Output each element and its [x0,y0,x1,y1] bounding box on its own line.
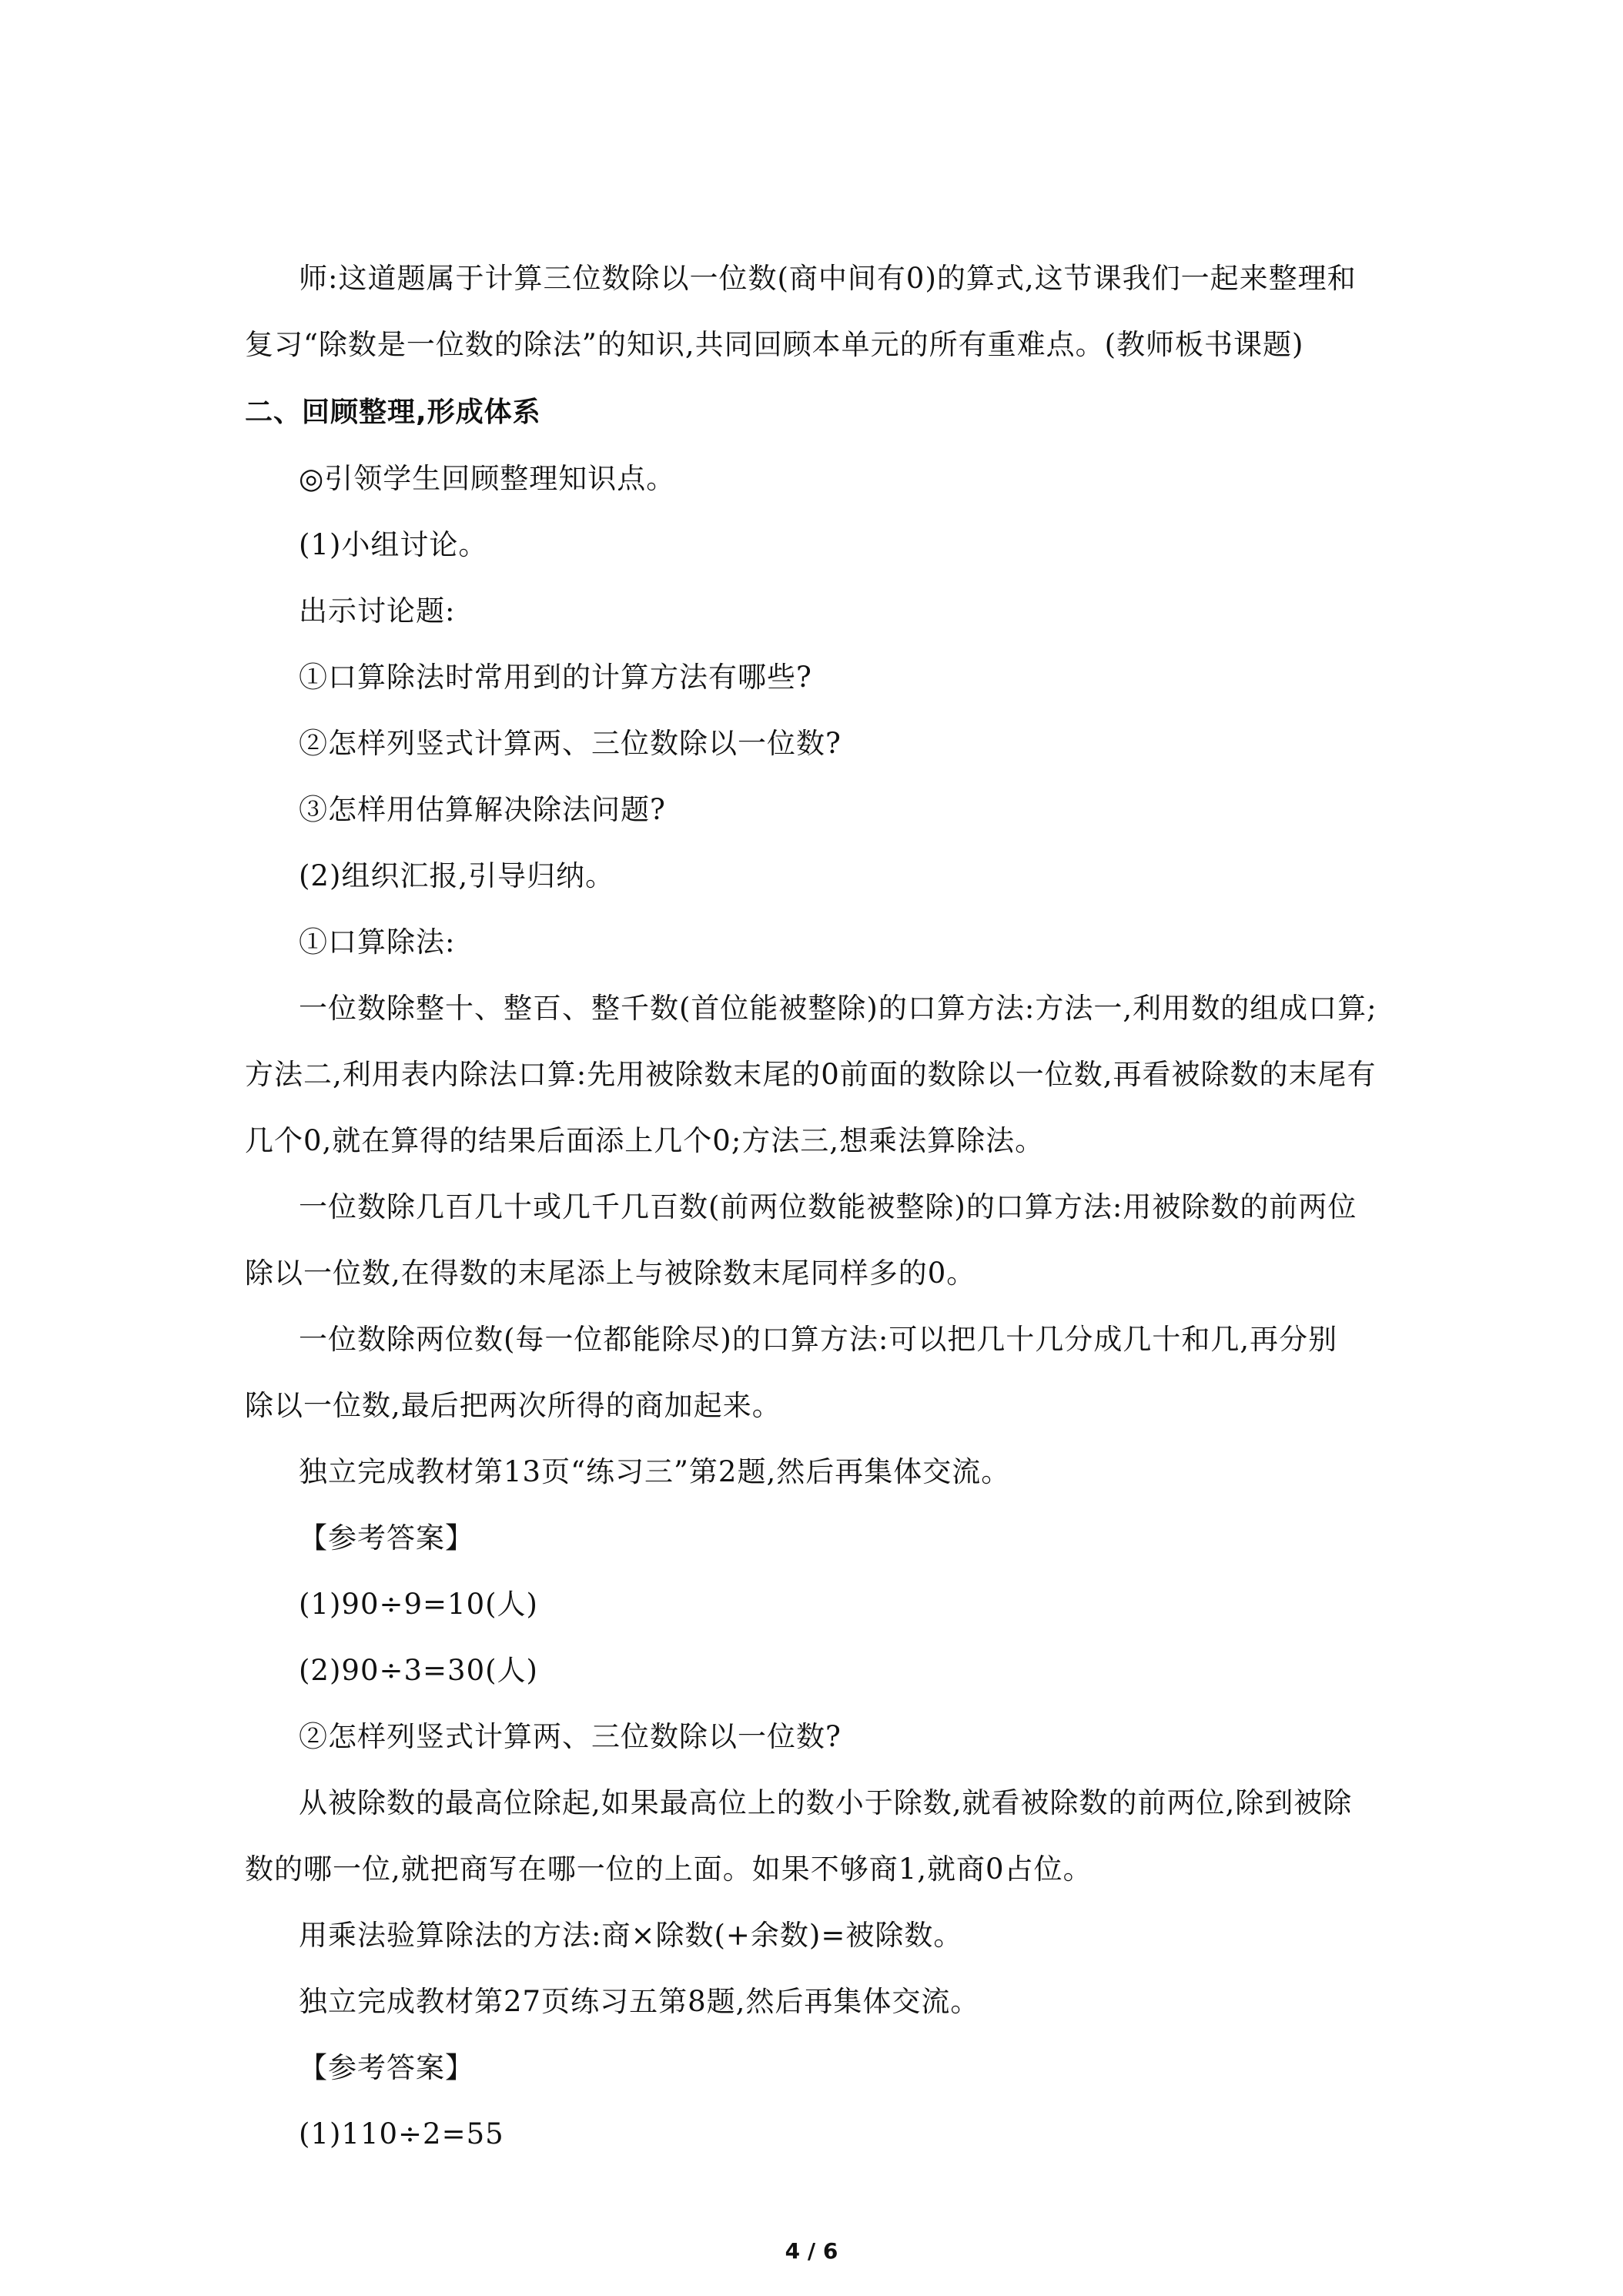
paragraph-line: ①口算除法时常用到的计算方法有哪些? [299,661,812,694]
paragraph-line: (2)组织汇报,引导归纳。 [299,859,615,892]
paragraph-line: 出示讨论题: [299,594,456,628]
paragraph-line: ②怎样列竖式计算两、三位数除以一位数? [299,1720,842,1753]
paragraph-line: 除以一位数,在得数的末尾添上与被除数末尾同样多的0。 [245,1257,976,1290]
paragraph-line: 除以一位数,最后把两次所得的商加起来。 [245,1389,781,1422]
paragraph-line: 独立完成教材第27页练习五第8题,然后再集体交流。 [299,1985,980,2018]
paragraph-line: (1)90÷9=10(人) [299,1588,538,1621]
page-number: 4 / 6 [785,2238,838,2264]
paragraph-line: 【参考答案】 [299,2051,474,2084]
paragraph-line: 数的哪一位,就把商写在哪一位的上面。如果不够商1,就商0占位。 [245,1853,1093,1886]
paragraph-line: 从被除数的最高位除起,如果最高位上的数小于除数,就看被除数的前两位,除到被除 [299,1786,1353,1819]
section-heading: 二、回顾整理,形成体系 [245,397,541,428]
paragraph-line: 一位数除整十、整百、整千数(首位能被整除)的口算方法:方法一,利用数的组成口算; [299,992,1377,1025]
paragraph-line: ③怎样用估算解决除法问题? [299,793,666,826]
paragraph-line: 一位数除两位数(每一位都能除尽)的口算方法:可以把几十几分成几十和几,再分别 [299,1323,1338,1356]
paragraph-line: 【参考答案】 [299,1521,474,1555]
paragraph-line: ②怎样列竖式计算两、三位数除以一位数? [299,727,842,760]
paragraph-line: 几个0,就在算得的结果后面添上几个0;方法三,想乘法算除法。 [245,1124,1045,1157]
paragraph-line: ◎引领学生回顾整理知识点。 [299,462,676,495]
paragraph-line: 用乘法验算除法的方法:商×除数(+余数)=被除数。 [299,1919,963,1952]
paragraph-line: ①口算除法: [299,925,456,959]
paragraph-line: 独立完成教材第13页“练习三”第2题,然后再集体交流。 [299,1455,1011,1488]
paragraph-line: 复习“除数是一位数的除法”的知识,共同回顾本单元的所有重难点。(教师板书课题) [245,328,1304,361]
paragraph-line: 方法二,利用表内除法口算:先用被除数末尾的0前面的数除以一位数,再看被除数的末尾有 [245,1058,1377,1091]
paragraph-line: (1)110÷2=55 [299,2117,504,2150]
paragraph-line: (2)90÷3=30(人) [299,1654,538,1687]
paragraph-line: (1)小组讨论。 [299,528,488,561]
paragraph-line: 师:这道题属于计算三位数除以一位数(商中间有0)的算式,这节课我们一起来整理和 [299,262,1357,295]
paragraph-line: 一位数除几百几十或几千几百数(前两位数能被整除)的口算方法:用被除数的前两位 [299,1190,1357,1223]
